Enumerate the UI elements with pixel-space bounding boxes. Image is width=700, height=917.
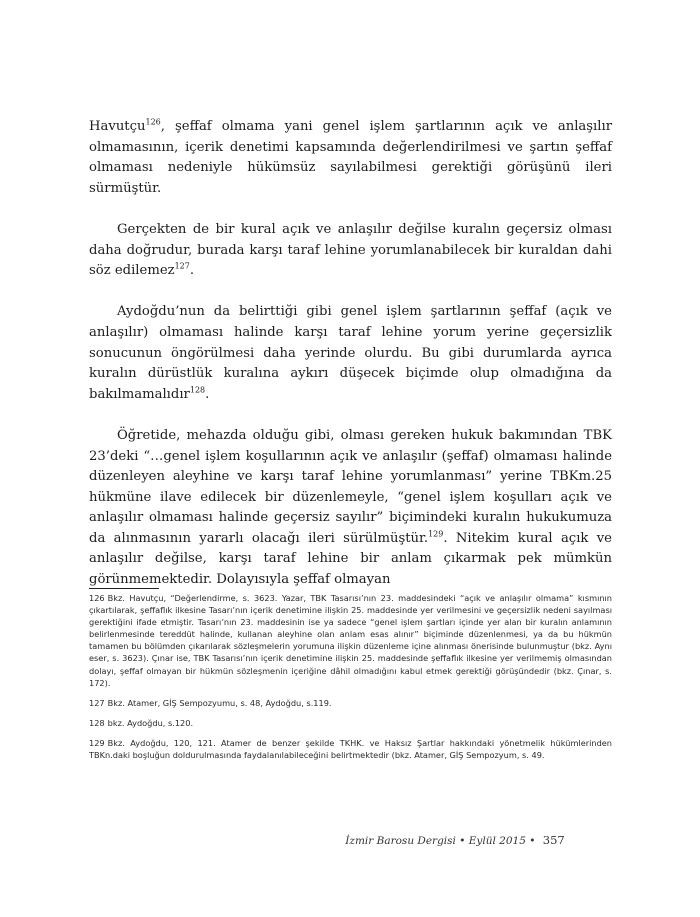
footnote-text: Bkz. Atamer, GİŞ Sempozyumu, s. 48, Aydoğdu, s.119.: [107, 697, 332, 708]
footnote: [89, 592, 612, 689]
paragraph: [89, 117, 612, 199]
footnote: [89, 737, 612, 761]
paragraph-text: , şeffaf olmama yani genel işlem şartlarının açık ve anlaşılır olmamasının, içerik denetimi kapsamında değerlendirilmesi ve şartın şeffaf olmaması nedeniyle hükümsüz sayılabilmesi gerektiği görüşünü ileri sürmüştür.: [89, 119, 612, 196]
footnote-text: Bkz. Aydoğdu, 120, 121. Atamer de benzer şekilde TKHK. ve Haksız Şartlar hakkındaki yönetmelik hükümlerinden TBKn.daki boşluğun doldurulmasında faydalanılabileceğini belirtmektedir (bkz. Atamer, GİŞ Sempozyum, s. 49.: [89, 737, 612, 761]
footnote-ref[interactable]: 127: [174, 261, 190, 271]
footnote-number: 126: [89, 593, 105, 603]
paragraph: [89, 426, 612, 591]
paragraph-text: Havutçu: [89, 119, 146, 134]
paragraph-text: Öğretide, mehazda olduğu gibi, olması gereken hukuk bakımından TBK 23’deki “…genel işlem koşullarının açık ve anlaşılır (şeffaf) olmaması halinde düzenleyen aleyhine ve karşı taraf lehine yorumlanması” yerine TBKm.25 hükmüne ilave edilecek bir düzenlemeyle, “genel işlem koşulları açık ve anlaşılır olmaması halinde geçersiz sayılır” biçimindeki kuralın hukukumuza da alınmasının yararlı olacağı ileri sürülmüştür.: [89, 427, 612, 546]
footnote: [89, 717, 612, 729]
footnote-number: 127: [89, 697, 105, 708]
footnote-ref[interactable]: 129: [428, 529, 444, 539]
paragraph-text: .: [205, 386, 210, 402]
footnote: [89, 697, 612, 709]
footnotes: [89, 592, 612, 769]
paragraph-text: .: [189, 263, 195, 279]
footnote-number: 128: [89, 717, 105, 728]
paragraph-text: Aydoğdu’nun da belirttiği gibi genel işlem şartlarının şeffaf (açık ve anlaşılır) olmaması halinde karşı taraf lehine yorum yerine geçersizlik sonucunun öngörülmesi daha yerinde olurdu. Bu gibi durumlarda ayrıca kuralın dürüstlük kuralına aykırı düşecek biçimde olup olmadığına da bakılmamalıdır: [89, 304, 612, 402]
footnote-text: Bkz. Havutçu, “Değerlendirme, s. 3623. Yazar, TBK Tasarısı’nın 23. maddesindeki “açık ve anlaşılır olmama” kısmının çıkartılarak, şeffaflık ilkesine Tasarı’nın içerik denetimine ilişkin 25. maddesinde yer verilmesini ve geçersizlik nedeni sayılması gerektiğini ifade etmiştir. Tasarı’nın 23. maddesinin ise ya sadece “genel işlem şartları içinde yer alan bir kuralın anlamının belirlenmesinde tereddüt halinde, kullanan aleyhine olan anlam esas alınır” biçiminde düzenlenmesi, ya da bu hükmün tamamen bu bölümden çıkarılarak sözleşmelerin yorumuna ilişkin düzenleme içine alınması önerisinde bulunmuştur (bkz. Aynı eser, s. 3623). Çınar ise, TBK Tasarısı’nın içerik denetimine ilişkin 25. maddesinde şeffaflık ilkesine yer verilmemiş olmasından dolayı, şeffaf olmayan bir hükmün sözleşmenin içeriğine dâhil olmadığını kabul etmek gerektiği görüşündedir (bkz. Çınar, s. 172).: [89, 593, 612, 688]
paragraph: [89, 302, 612, 405]
footnote-number: 129: [89, 737, 105, 748]
body-text: [89, 117, 612, 591]
paragraph: [89, 220, 612, 282]
footnote-ref[interactable]: 128: [189, 385, 206, 395]
footnote-text: bkz. Aydoğdu, s.120.: [107, 717, 194, 728]
page-number: 357: [542, 833, 565, 847]
footnote-divider: [89, 588, 159, 589]
paragraph-text: . Nitekim kural açık ve anlaşılır değilse, karşı taraf lehine bir anlam çıkarmak pek mümkün görünmemektedir. Dolayısıyla şeffaf olmayan: [89, 530, 612, 588]
page-footer: [0, 833, 700, 847]
journal-name: İzmir Barosu Dergisi • Eylül 2015 •: [345, 835, 536, 847]
footnote-ref[interactable]: 126: [145, 117, 161, 127]
paragraph-text: Gerçekten de bir kural açık ve anlaşılır değilse kuralın geçersiz olması daha doğrudur, burada karşı taraf lehine yorumlanabilecek bir kuraldan dahi söz edilemez: [89, 221, 612, 279]
